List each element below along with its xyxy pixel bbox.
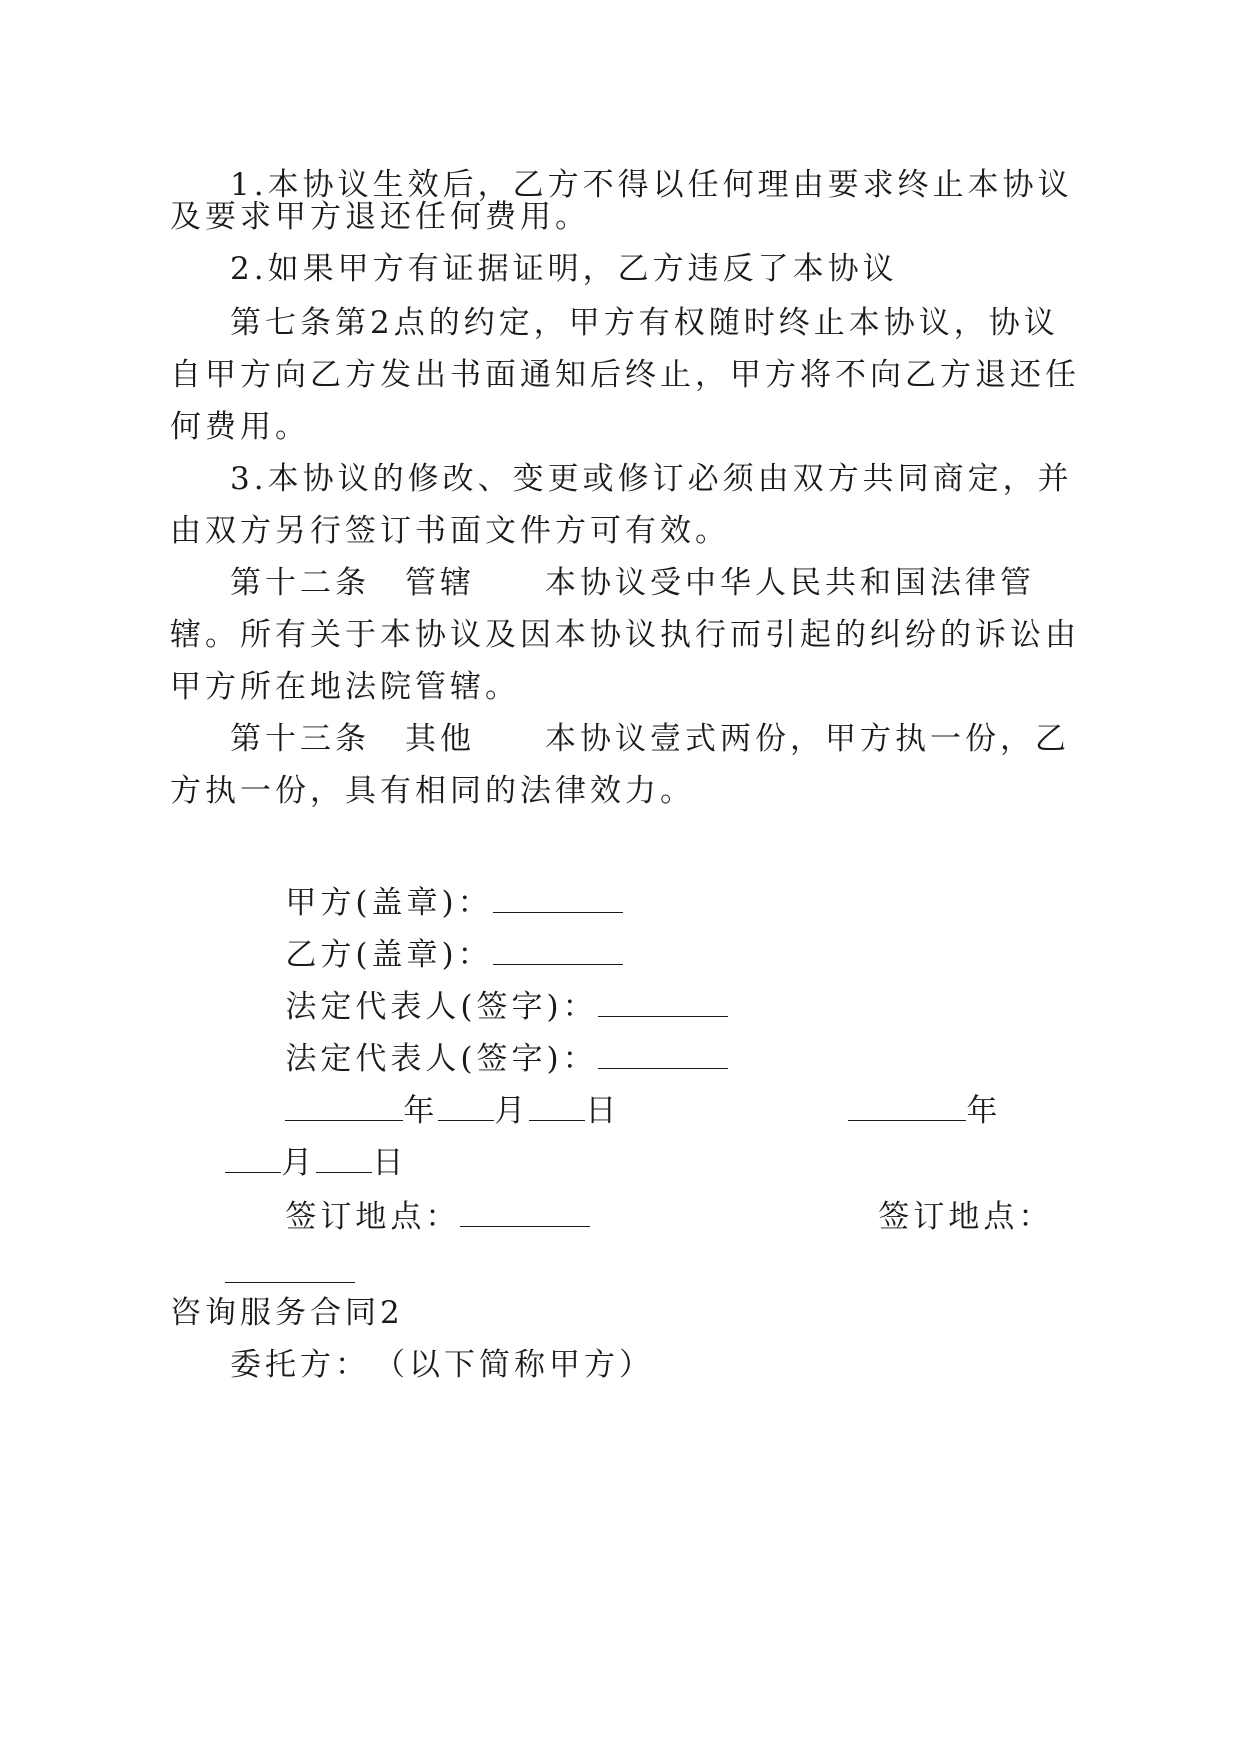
para-line: 第十三条 其他 本协议壹式两份，甲方执一份，乙 xyxy=(230,721,1070,757)
year-label: 年 xyxy=(403,1093,439,1129)
month-label: 月 xyxy=(281,1145,317,1181)
month-blank xyxy=(438,1088,494,1121)
para-line: 2.如果甲方有证据证明，乙方违反了本协议 xyxy=(230,251,898,287)
day-label: 日 xyxy=(585,1093,621,1129)
para-line: 及要求甲方退还任何费用。 xyxy=(170,199,590,235)
para-line: 1.本协议生效后，乙方不得以任何理由要求终止本协议 xyxy=(230,167,1073,203)
para-line: 3.本协议的修改、变更或修订必须由双方共同商定，并 xyxy=(230,461,1073,497)
representative-label: 法定代表人(签字)： xyxy=(285,1041,598,1077)
signature-label: 甲方(盖章)： xyxy=(285,885,493,921)
signature-label: 乙方(盖章)： xyxy=(285,937,493,973)
para-line: 自甲方向乙方发出书面通知后终止，甲方将不向乙方退还任 xyxy=(170,357,1080,393)
contract-title: 咨询服务合同2 xyxy=(170,1295,404,1331)
date-line-b-year xyxy=(793,1024,1002,1129)
signing-place-a xyxy=(230,1130,590,1235)
para-line: 第七条第2点的约定，甲方有权随时终止本协议，协议 xyxy=(230,305,1059,341)
signing-place-blank xyxy=(460,1194,590,1227)
month-label: 月 xyxy=(494,1093,530,1129)
signing-place-b-blank-line xyxy=(170,1186,355,1244)
year-label: 年 xyxy=(966,1093,1002,1129)
signing-place-b xyxy=(823,1130,1054,1235)
para-line: 由双方另行签订书面文件方可有效。 xyxy=(170,513,730,549)
representative-line-a xyxy=(230,920,728,1025)
para-line: 何费用。 xyxy=(170,409,310,445)
date-line-a xyxy=(230,1024,621,1129)
para-line: 甲方所在地法院管辖。 xyxy=(170,669,520,705)
day-label: 日 xyxy=(372,1145,408,1181)
signature-line-party-b xyxy=(230,868,623,973)
signature-line-party-a xyxy=(230,816,623,921)
day-blank xyxy=(529,1088,585,1121)
para-line: 第十二条 管辖 本协议受中华人民共和国法律管 xyxy=(230,565,1035,601)
signing-place-blank xyxy=(225,1250,355,1283)
signing-place-label: 签订地点： xyxy=(878,1199,1054,1235)
date-line-b-rest xyxy=(170,1076,408,1181)
para-line: 方执一份，具有相同的法律效力。 xyxy=(170,773,695,809)
year-blank xyxy=(848,1088,966,1121)
representative-label: 法定代表人(签字)： xyxy=(285,989,598,1025)
client-line: 委托方： （以下简称甲方） xyxy=(230,1347,654,1383)
para-line: 辖。所有关于本协议及因本协议执行而引起的纠纷的诉讼由 xyxy=(170,617,1080,653)
signing-place-label: 签订地点： xyxy=(285,1199,461,1235)
representative-line-b xyxy=(230,972,728,1077)
